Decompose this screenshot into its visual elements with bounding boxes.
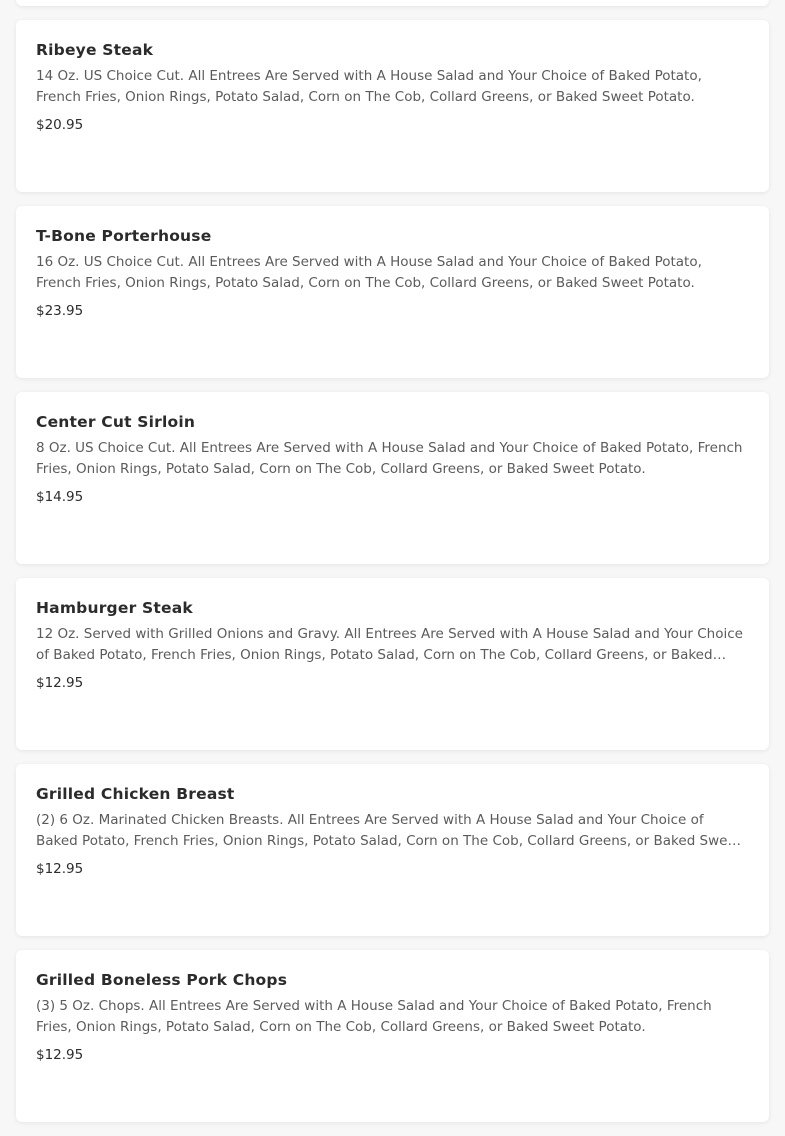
menu-item-card[interactable] [16, 392, 769, 564]
menu-item-name: Grilled Boneless Pork Chops [36, 971, 288, 989]
menu-item-description: 8 Oz. US Choice Cut. All Entrees Are Served with A House Salad and Your Choice of Baked Potato, French Fries, Onion Rings, Potato Salad, Corn on The Cob, Collard Greens, or Baked Sweet Potato. [36, 440, 743, 477]
menu-item-description: 14 Oz. US Choice Cut. All Entrees Are Served with A House Salad and Your Choice of Baked Potato, French Fries, Onion Rings, Potato Salad, Corn on The Cob, Collard Greens, or Baked Sweet Potato. [36, 68, 702, 105]
menu-item-name: Ribeye Steak [36, 41, 154, 59]
menu-item-card[interactable] [16, 20, 769, 192]
menu-item-name: T-Bone Porterhouse [36, 227, 212, 245]
menu-item-price: $12.95 [36, 675, 84, 691]
menu-item-description: 12 Oz. Served with Grilled Onions and Gravy. All Entrees Are Served with A House Salad and Your Choice of Baked Potato, French Fries, Onion Rings, Potato Salad, Corn on The Cob, Collard Greens, or Baked [36, 626, 743, 663]
menu-item-card[interactable] [16, 950, 769, 1122]
menu-item-price: $23.95 [36, 303, 84, 319]
menu-item-price: $12.95 [36, 861, 84, 877]
menu-item-card[interactable] [16, 578, 769, 750]
menu-item-list [16, 0, 769, 1136]
menu-item-card[interactable] [16, 206, 769, 378]
menu-item-price: $12.95 [36, 1047, 84, 1063]
menu-item-name: Grilled Chicken Breast [36, 785, 235, 803]
menu-item-price: $20.95 [36, 117, 84, 133]
menu-item-name: Center Cut Sirloin [36, 413, 196, 431]
menu-item-description: (3) 5 Oz. Chops. All Entrees Are Served with A House Salad and Your Choice of Baked Potato, French Fries, Onion Rings, Potato Salad, Corn on The Cob, Collard Greens, or Baked Sweet Potato. [36, 998, 712, 1035]
menu-item-card[interactable] [16, 764, 769, 936]
menu-item-price: $14.95 [36, 489, 84, 505]
menu-item-description: (2) 6 Oz. Marinated Chicken Breasts. All Entrees Are Served with A House Salad and Your Choice of Baked Potato, French Fries, Onion Rings, Potato Salad, Corn on The Cob, Collard Greens, or Baked Sweet [36, 812, 742, 849]
menu-item-description: 16 Oz. US Choice Cut. All Entrees Are Served with A House Salad and Your Choice of Baked Potato, French Fries, Onion Rings, Potato Salad, Corn on The Cob, Collard Greens, or Baked Sweet Potato. [36, 254, 702, 291]
menu-item-card-partial[interactable] [16, 0, 769, 6]
menu-item-name: Hamburger Steak [36, 599, 193, 617]
